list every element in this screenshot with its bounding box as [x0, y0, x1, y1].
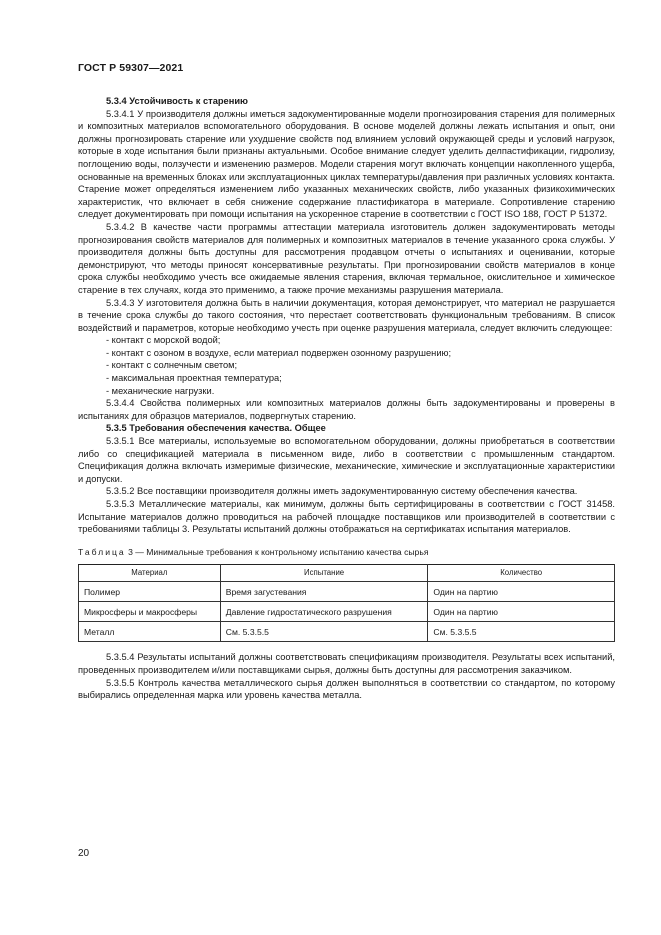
table-cell: См. 5.3.5.5 [220, 622, 428, 642]
table-cell: Давление гидростатического разрушения [220, 602, 428, 622]
section-5-3-4-heading: 5.3.4 Устойчивость к старению [106, 96, 248, 106]
table-caption-label: Таблица [78, 546, 126, 557]
paragraph-5-3-5-3: 5.3.5.3 Металлические материалы, как минимум, должны быть сертифицированы в соответствии с ГОСТ 31458. Испытание материалов должно проводиться на рабочей площадке поставщиков или производителей в соответствии с требованиями таблицы 3. Результаты испытаний должны отображаться на сертификатах испытания материалов. [78, 499, 615, 535]
table-cell: См. 5.3.5.5 [428, 622, 615, 642]
paragraph-5-3-4-2: 5.3.4.2 В качестве части программы аттестации материала изготовитель должен задокументировать методы прогнозирования свойств материалов для полимерных и композитных материалов в течение указанного срока службы. У производителя должны быть доступны для рассмотрения продавцом отчеты о испытаниях и оценивании, которые демонстрируют, что методы приносят консервативные результаты. При прогнозировании свойств материалов в конце срока службы необходимо учесть все ожидаемые явления старения, включая термальное, окислительное и химическое старение в тех случаях, когда это применимо, а также прочие механизмы разрушения материала. [78, 221, 615, 295]
table-cell: Металл [79, 622, 221, 642]
column-header-test: Испытание [220, 565, 428, 582]
table-cell: Один на партию [428, 602, 615, 622]
table-cell: Полимер [79, 582, 221, 602]
paragraph-5-3-5-2: 5.3.5.2 Все поставщики производителя должны иметь задокументированную систему обеспечения качества. [106, 486, 578, 497]
section-5-3-5-heading: 5.3.5 Требования обеспечения качества. Общее [106, 423, 326, 434]
paragraph-5-3-4-4: 5.3.4.4 Свойства полимерных или композитных материалов должны быть задокументированы и проверены в испытаниях для образцов материалов, подвергнутых старению. [78, 398, 615, 421]
list-item: - контакт с озоном в воздухе, если материал подвержен озонному разрушению; [106, 347, 452, 358]
paragraph-5-3-5-1: 5.3.5.1 Все материалы, используемые во вспомогательном оборудовании, должны приобретаться в соответствии либо со спецификацией материала в письменном виде, либо в соответствии с промышленным стандартом. Спецификация должна включать измеримые физические, механические, химические и эксплуатационные характеристики и допуски. [78, 436, 615, 484]
table-cell: Один на партию [428, 582, 615, 602]
table-3-caption [78, 546, 615, 559]
paragraph-5-3-4-1: 5.3.4.1 У производителя должны иметься задокументированные модели прогнозирования старения для полимерных и композитных материалов вспомогательного оборудования. В основе моделей должны лежать испытания и опыт, они должны прогнозировать старение или ухудшение свойств под влиянием условий окружающей среды и условий нагрузок, которые в ходе испытания были признаны актуальными. Особое внимание следует уделить делпастификации, гидролизу, поглощению воды, ползучести и изменению размеров. Модели старения могут включать концепции накопленного ущерба, основанные на временных блоках или эксплуатационных циклах температуры/давления при различных условиях контакта. Старение может определяться изменением либо указанных механических свойств, либо указанных физикохимических характеристик, что включает в себя снижение содержание пластификатора в материале. Сопротивление старению следует документировать при помощи испытания на ускоренное старение в соответствии с ГОСТ ISO 188, ГОСТ Р 51372. [78, 108, 615, 220]
table-row [79, 622, 615, 642]
list-item: - контакт с солнечным светом; [106, 360, 238, 371]
list-item: - механические нагрузки. [106, 385, 215, 396]
paragraph-5-3-5-4: 5.3.5.4 Результаты испытаний должны соответствовать спецификациям производителя. Результаты всех испытаний, проведенных производителем и/или поставщиками сырья, должны быть доступны для рассмотрения заказчиком. [78, 652, 615, 675]
list-item: - контакт с морской водой; [106, 335, 221, 346]
table-header-row [79, 565, 615, 582]
standard-header: ГОСТ Р 59307—2021 [78, 62, 184, 74]
page-number: 20 [78, 848, 90, 859]
paragraph-5-3-5-5: 5.3.5.5 Контроль качества металлического сырья должен выполняться в соответствии со стандартом, по которому выбирались определенная марка или уровень качества металла. [78, 677, 615, 701]
list-item: - максимальная проектная температура; [106, 373, 282, 384]
column-header-quantity: Количество [428, 565, 615, 582]
table-row [79, 602, 615, 622]
table-3 [78, 564, 615, 642]
table-cell: Время загустевания [220, 582, 428, 602]
column-header-material: Материал [79, 565, 221, 582]
table-cell: Микросферы и макросферы [79, 602, 221, 622]
table-row [79, 582, 615, 602]
table-caption-text: 3 — Минимальные требования к контрольному испытанию качества сырья [128, 546, 429, 557]
paragraph-5-3-4-3: 5.3.4.3 У изготовителя должна быть в наличии документация, которая демонстрирует, что материал не разрушается в течение срока службы до такого состояния, что перестает соответствовать функциональным требованиям. В список воздействий и параметров, которые необходимо учесть при оценке разрушения материала, следует включить следующее: [78, 297, 615, 333]
page-body [78, 95, 615, 702]
